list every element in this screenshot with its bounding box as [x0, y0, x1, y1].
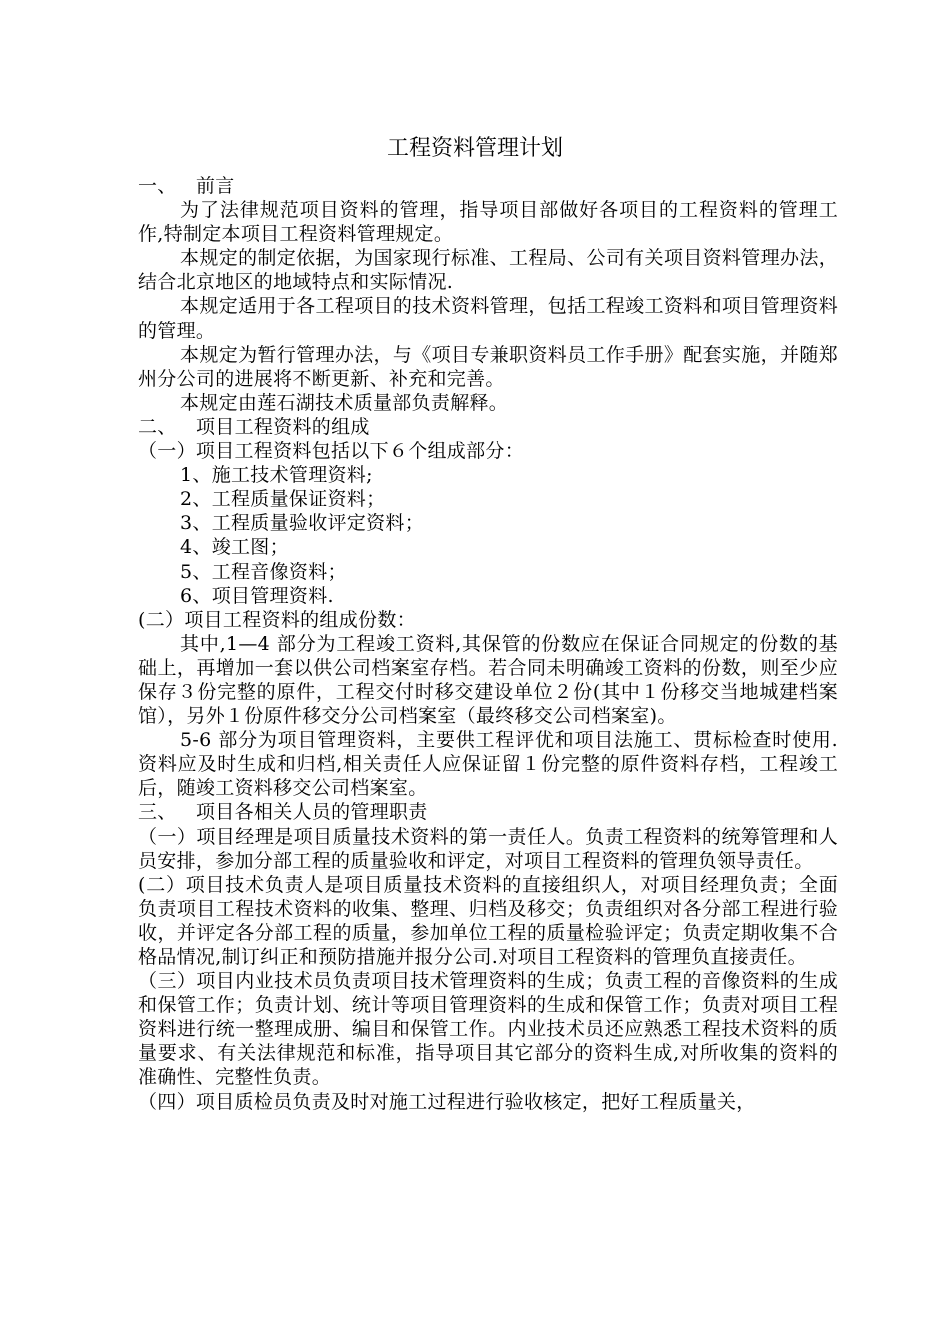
subsection-heading: (二）项目工程资料的组成份数： [138, 608, 416, 631]
section-number: 一、 [138, 175, 177, 197]
paragraph: 本规定的制定依据，为国家现行标准、工程局、公司有关项目资料管理办法，结合北京地区的地域特点和实际情况. [138, 247, 838, 294]
duty-paragraph: (二）项目技术负责人是项目质量技术资料的直接组织人，对项目经理负责；全面负责项目工程技术资料的收集、整理、归档及移交；负责组织对各分部工程进行验收，并评定各分部工程的质量，参加单位工程的质量检验评定；负责定期收集不合格品情况,制订纠正和预防措施并报分公司.对项目工程资料的管理负直接责任。 [138, 873, 838, 968]
list-item: 3、工程质量验收评定资料； [180, 512, 424, 535]
list-item: 2、工程质量保证资料； [180, 488, 386, 511]
paragraph: 5-6 部分为项目管理资料，主要供工程评优和项目法施工、贯标检查时使用.资料应及时生成和归档,相关责任人应保证留１份完整的原件资料存档，工程竣工后，随竣工资料移交公司档案室。 [138, 729, 838, 800]
subsection-heading: （一）项目工程资料包括以下６个组成部分： [138, 440, 525, 463]
section-title: 前言 [196, 175, 235, 197]
section-number: 二、 [138, 415, 177, 438]
paragraph: 其中,1—4 部分为工程竣工资料,其保管的份数应在保证合同规定的份数的基础上，再增加一套以供公司档案室存档。若合同未明确竣工资料的份数，则至少应保存３份完整的原件，工程交付时移交建设单位２份(其中１份移交当地城建档案馆），另外１份原件移交分公司档案室（最终移交公司档案室)。 [138, 632, 838, 728]
list-item: 1、施工技术管理资料; [180, 464, 373, 487]
section-heading-1 [138, 174, 838, 198]
duty-paragraph: （三）项目内业技术员负责项目技术管理资料的生成；负责工程的音像资料的生成和保管工作；负责计划、统计等项目管理资料的生成和保管工作；负责对项目工程资料进行统一整理成册、编目和保管工作。内业技术员还应熟悉工程技术资料的质量要求、有关法律规范和标准，指导项目其它部分的资料生成,对所收集的资料的准确性、完整性负责。 [138, 970, 838, 1089]
duty-paragraph: （四）项目质检员负责及时对施工过程进行验收核定，把好工程质量关， [138, 1090, 756, 1113]
paragraph: 本规定为暂行管理办法，与《项目专兼职资料员工作手册》配套实施，并随郑州分公司的进展将不断更新、补充和完善。 [138, 343, 838, 390]
section-heading-3 [138, 800, 838, 824]
document-body [138, 174, 838, 1114]
section-title: 项目各相关人员的管理职责 [196, 801, 428, 824]
duty-paragraph: （一）项目经理是项目质量技术资料的第一责任人。负责工程资料的统筹管理和人员安排，参加分部工程的质量验收和评定，对项目工程资料的管理负领导责任。 [138, 825, 838, 872]
list-item: 5、工程音像资料； [180, 560, 347, 583]
list-item: 6、项目管理资料. [180, 584, 334, 607]
section-title: 项目工程资料的组成 [196, 415, 370, 438]
paragraph: 本规定适用于各工程项目的技术资料管理，包括工程竣工资料和项目管理资料的管理。 [138, 295, 838, 342]
list-item: 4、竣工图； [180, 536, 289, 559]
paragraph: 为了法律规范项目资料的管理，指导项目部做好各项目的工程资料的管理工作,特制定本项目工程资料管理规定。 [138, 199, 838, 246]
section-number: 三、 [138, 801, 177, 824]
section-heading-2 [138, 415, 838, 439]
document-title: 工程资料管理计划 [386, 136, 563, 161]
paragraph: 本规定由莲石湖技术质量部负责解释。 [180, 391, 509, 414]
